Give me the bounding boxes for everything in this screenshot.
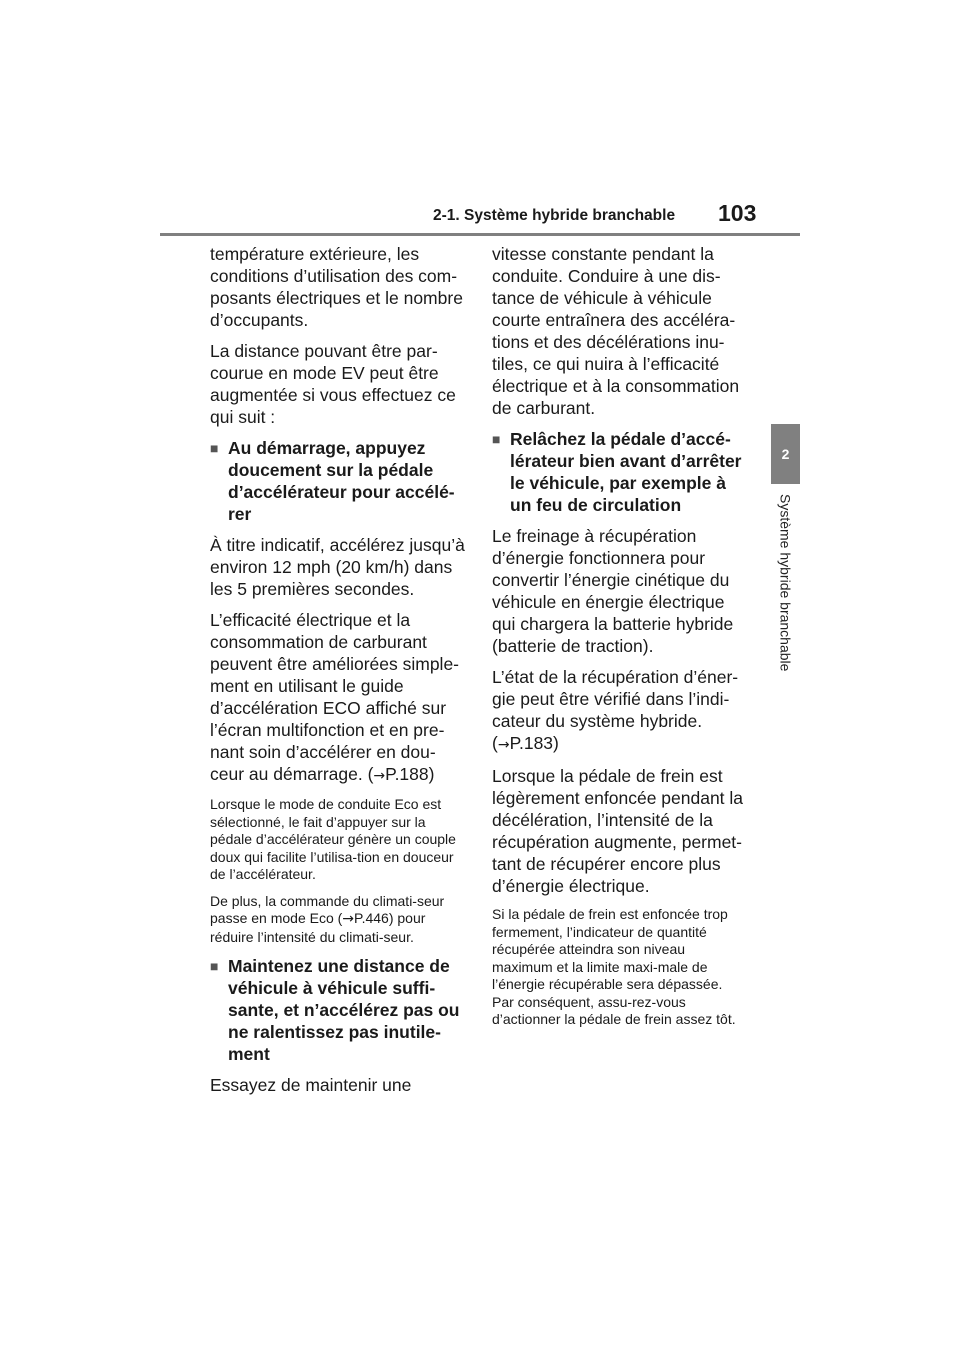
- paragraph: À titre indicatif, accélérez jusqu’à environ 12 mph (20 km/h) dans les 5 premières secondes.: [210, 535, 465, 599]
- paragraph-text: L’état de la récupération d’éner-gie peut être vérifié dans l’indi-cateur du système hybride. (: [492, 667, 739, 753]
- right-column: [492, 243, 747, 1038]
- header-divider: [160, 233, 800, 236]
- paragraph: Essayez de maintenir une: [210, 1075, 412, 1095]
- note: Si la pédale de frein est enfoncée trop fermement, l’indicateur de quantité récupérée atteindra son niveau maximum et la limite maxi-male de l’énergie récupérable sera dépassée. Par conséquent, assu-rez-vous d’actionner la pédale de frein assez tôt.: [492, 906, 736, 1027]
- section-title: 2-1. Système hybride branchable: [433, 207, 676, 224]
- square-bullet-icon: ■: [210, 440, 219, 456]
- paragraph: La distance pouvant être par-courue en mode EV peut être augmentée si vous effectuez ce qui suit :: [210, 341, 456, 427]
- page-reference: P.183): [509, 733, 559, 753]
- subheading: [492, 428, 747, 516]
- arrow-right-icon: →: [342, 911, 355, 927]
- paragraph-text: L’efficacité électrique et la consommation de carburant peuvent être améliorées simple-ment en utilisant le guide d’accélération ECO affiché sur l’écran multifonction et en pre-nant soin d’accélérer en dou-ceur au démarrage. (: [210, 610, 460, 784]
- page-number: 103: [718, 200, 757, 226]
- subheading: [210, 437, 465, 525]
- subheading-text: Relâchez la pédale d’accé-lérateur bien avant d’arrêter le véhicule, par exemple à un feu de circulation: [510, 429, 742, 515]
- page-reference: P.188): [385, 764, 435, 784]
- paragraph: Lorsque la pédale de frein est légèrement enfoncée pendant la décélération, l’intensité de la récupération augmente, permet-tant de récupérer encore plus d’énergie électrique.: [492, 766, 744, 896]
- paragraph: température extérieure, les conditions d’utilisation des com-posants électriques et le nombre d’occupants.: [210, 244, 463, 330]
- left-column: [210, 243, 465, 1105]
- subheading: [210, 955, 465, 1065]
- subheading-text: Maintenez une distance de véhicule à véhicule suffi-sante, et n’accélérez pas ou ne ralentissez pas inutile-ment: [228, 956, 460, 1064]
- chapter-tab: 2: [771, 424, 800, 484]
- note: [210, 893, 465, 947]
- subheading-text: Au démarrage, appuyez doucement sur la pédale d’accélérateur pour accélé-rer: [228, 438, 455, 524]
- square-bullet-icon: ■: [210, 958, 219, 974]
- arrow-right-icon: →: [373, 768, 386, 784]
- paragraph: [210, 609, 465, 787]
- paragraph: [492, 666, 747, 756]
- note-text: De plus, la commande du climati-seur passe en mode Eco (: [210, 892, 445, 926]
- paragraph: Le freinage à récupération d’énergie fonctionnera pour convertir l’énergie cinétique du véhicule en énergie électrique qui chargera la batterie hybride (batterie de traction).: [492, 526, 734, 656]
- chapter-tab-label: Système hybride branchable: [777, 494, 794, 672]
- page-reference: P.446): [354, 910, 394, 926]
- arrow-right-icon: →: [497, 737, 510, 753]
- square-bullet-icon: ■: [492, 431, 501, 447]
- note-text: pour réduire l’intensité du climati-seur.: [210, 910, 426, 945]
- note: Lorsque le mode de conduite Eco est sélectionné, le fait d’appuyer sur la pédale d’accélérateur génère un couple doux qui facilite l’utilisa-tion en douceur de l’accélérateur.: [210, 796, 456, 882]
- paragraph: vitesse constante pendant la conduite. Conduire à une dis-tance de véhicule à véhicule courte entraînera des accéléra-tions et des décélérations inu-tiles, ce qui nuira à l’efficacité électrique et à la consommation de carburant.: [492, 244, 740, 418]
